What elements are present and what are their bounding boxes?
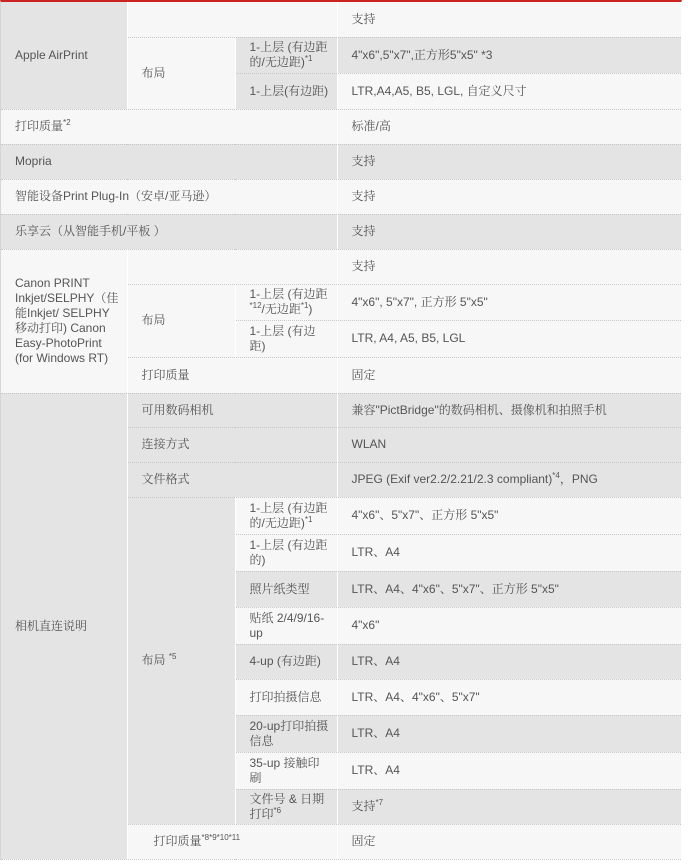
camera-borderless-label: 1-上层 (有边距的/无边距)$^{*1}$ (235, 497, 337, 534)
canon-print-borderless-label: 1-上层 (有边距$^{*12}$/无边距$^{*1}$) (235, 284, 337, 320)
cloud-label: 乐享云（从智能手机/平板 ） (1, 214, 337, 249)
camera-photo-paper-value: LTR、A4、4"x6"、5"x7"、正方形 5"x5" (337, 571, 681, 607)
camera-quality-value: 固定 (337, 824, 681, 859)
canon-print-borderless-value: 4"x6", 5"x7", 正方形 5"x5" (337, 284, 681, 320)
camera-photo-paper-label: 照片纸类型 (235, 571, 337, 607)
spec-table (1, 2, 682, 860)
camera-bordered-value: LTR、A4 (337, 534, 681, 571)
airprint-bordered-value: LTR,A4,A5, B5, LGL, 自定义尺寸 (337, 73, 681, 109)
camera-date-label: 文件号 & 日期打印$^{*6}$ (235, 789, 337, 824)
camera-shot-info-value: LTR、A4、4"x6"、5"x7" (337, 679, 681, 715)
camera-format-label: 文件格式 (127, 462, 337, 497)
airprint-support-value: 支持 (337, 2, 681, 37)
print-quality-label: 打印质量$^{*2}$ (1, 109, 337, 144)
canon-print-support-value: 支持 (337, 249, 681, 284)
camera-layout-label: 布局 $^{*5}$ (127, 497, 235, 824)
airprint-support-spacer (127, 2, 337, 37)
airprint-borderless-value: 4"x6",5"x7",正方形5"x5" *3 (337, 37, 681, 73)
canon-print-label: Canon PRINT Inkjet/SELPHY（佳能Inkjet/ SELPHY移动打印) Canon Easy-PhotoPrint (for Windows RT) (1, 249, 127, 393)
camera-quality-label: 打印质量$^{*8*9*10*11}$ (127, 824, 337, 859)
camera-bordered-label: 1-上层 (有边距的) (235, 534, 337, 571)
airprint-label: Apple AirPrint (1, 2, 127, 109)
plugin-label: 智能设备Print Plug-In（安卓/亚马逊） (1, 179, 337, 214)
canon-print-bordered-label: 1-上层 (有边距) (235, 320, 337, 357)
camera-connection-label: 连接方式 (127, 427, 337, 462)
camera-twenty-up-label: 20-up打印拍摄信息 (235, 715, 337, 752)
canon-print-support-spacer (127, 249, 337, 284)
canon-print-quality-value: 固定 (337, 357, 681, 393)
airprint-layout-label: 布局 (127, 37, 235, 109)
cloud-value: 支持 (337, 214, 681, 249)
camera-sticker-value: 4"x6" (337, 607, 681, 644)
print-quality-value: 标准/高 (337, 109, 681, 144)
canon-print-layout-label: 布局 (127, 284, 235, 357)
camera-sticker-label: 贴纸 2/4/9/16-up (235, 607, 337, 644)
camera-format-value: JPEG (Exif ver2.2/2.21/2.3 compliant)$^{*4}$，PNG (337, 462, 681, 497)
camera-twenty-up-value: LTR、A4 (337, 715, 681, 752)
camera-shot-info-label: 打印拍摄信息 (235, 679, 337, 715)
camera-date-value: 支持$^{*7}$ (337, 789, 681, 824)
camera-compatible-value: 兼容"PictBridge"的数码相机、摄像机和拍照手机 (337, 393, 681, 427)
camera-four-up-value: LTR、A4 (337, 644, 681, 679)
camera-four-up-label: 4-up (有边距) (235, 644, 337, 679)
mopria-label: Mopria (1, 144, 337, 179)
plugin-value: 支持 (337, 179, 681, 214)
camera-connection-value: WLAN (337, 427, 681, 462)
mopria-value: 支持 (337, 144, 681, 179)
airprint-borderless-label: 1-上层 (有边距的/无边距)$^{*1}$ (235, 37, 337, 73)
airprint-bordered-label: 1-上层(有边距) (235, 73, 337, 109)
camera-borderless-value: 4"x6"、5"x7"、正方形 5"x5" (337, 497, 681, 534)
camera-label: 相机直连说明 (1, 393, 127, 859)
camera-compatible-label: 可用数码相机 (127, 393, 337, 427)
canon-print-quality-label: 打印质量 (127, 357, 337, 393)
camera-contact-label: 35-up 接触印刷 (235, 752, 337, 789)
canon-print-bordered-value: LTR, A4, A5, B5, LGL (337, 320, 681, 357)
camera-contact-value: LTR、A4 (337, 752, 681, 789)
